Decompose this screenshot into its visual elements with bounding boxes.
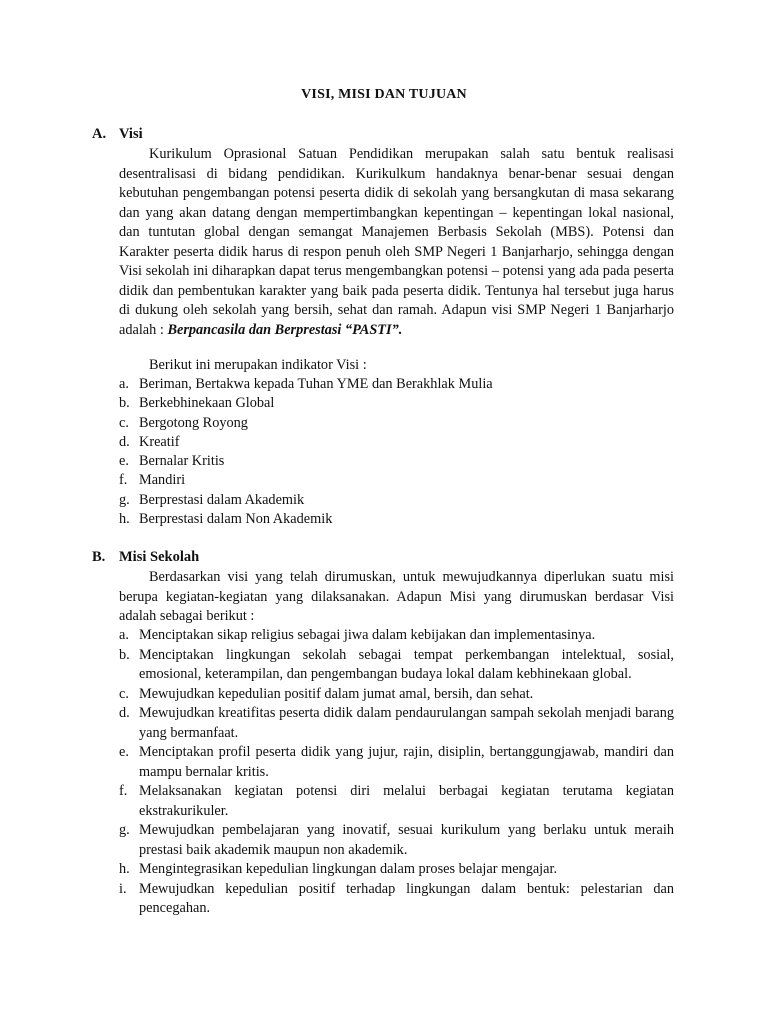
visi-paragraph (119, 145, 674, 340)
list-marker: e. (119, 744, 129, 760)
list-marker: d. (119, 433, 130, 450)
list-item-text: Mandiri (139, 472, 186, 489)
section-b-letter: B. (92, 549, 106, 565)
list-marker: f. (119, 783, 128, 799)
list-item-text: Mewujudkan kepedulian positif dalam jumat amal, bersih, dan sehat. (139, 685, 534, 702)
list-marker: d. (119, 705, 130, 721)
misi-intro-text: Berdasarkan visi yang telah dirumuskan, untuk mewujudkannya diperlukan suatu misi berupa kegiatan-kegiatan yang dilaksanakan. Adapun Misi yang dirumuskan berdasar Visi adalah sebagai berikut : (119, 569, 674, 624)
indikator-lead (119, 356, 674, 376)
list-item-text: Mewujudkan kepedulian positif terhadap lingkungan dalam bentuk: pelestarian dan pencegahan. (139, 880, 674, 916)
list-marker: c. (119, 685, 129, 702)
list-item-text: Menciptakan sikap religius sebagai jiwa dalam kebijakan dan implementasinya. (139, 627, 596, 643)
section-a-title: Visi (119, 126, 143, 142)
list-marker: h. (119, 861, 130, 877)
list-item (119, 414, 674, 433)
list-item (119, 626, 674, 646)
list-item (119, 375, 674, 394)
list-marker: e. (119, 453, 129, 470)
list-item-text: Menciptakan lingkungan sekolah sebagai tempat perkembangan intelektual, sosial, emosional, keterampilan, dan pengembangan budaya lokal dalam kebhinekaan global. (139, 646, 674, 682)
visi-intro-text: Kurikulum Oprasional Satuan Pendidikan merupakan salah satu bentuk realisasi desentralisasi di bidang pendidikan. Kurikulkum handaknya benar-benar sesuai dengan kebutuhan pengembangan potensi peserta didik di sekolah yang bersangkutan di masa sekarang dan yang akan datang dengan mempertimbangkan kepentingan – kepentingan lokal nasional, dan tuntutan global dengan semangat Manajemen Berbasis Sekolah (MBS). Potensi dan Karakter peserta didik harus di respon penuh oleh SMP Negeri 1 Banjarharjo, sehingga dengan Visi sekolah ini diharapkan dapat terus mengembangkan potensi – potensi yang ada pada peserta didik dan pembentukan karakter yang baik pada peserta didik. Tentunya hal tersebut juga harus di dukung oleh sekolah yang bersih, sehat dan ramah. Adapun visi SMP Negeri 1 Banjarharjo adalah : (119, 146, 674, 338)
list-marker: i. (119, 880, 127, 897)
list-item (119, 860, 674, 880)
list-marker: h. (119, 511, 130, 528)
list-marker: a. (119, 376, 129, 392)
list-item (119, 782, 674, 821)
list-item (119, 510, 674, 529)
list-item-text: Mengintegrasikan kepedulian lingkungan dalam proses belajar mengajar. (139, 861, 558, 877)
list-item (119, 491, 674, 510)
list-item-text: Beriman, Bertakwa kepada Tuhan YME dan Berakhlak Mulia (139, 376, 493, 392)
list-item (119, 646, 674, 685)
list-item (119, 471, 674, 490)
misi-paragraph (119, 568, 674, 627)
list-marker: a. (119, 627, 129, 643)
section-a-letter: A. (92, 126, 107, 142)
list-item-text: Berprestasi dalam Akademik (139, 491, 305, 508)
section-a-heading (92, 126, 143, 143)
list-item (119, 880, 674, 919)
list-item (119, 394, 674, 413)
list-marker: f. (119, 472, 128, 489)
list-marker: b. (119, 395, 130, 412)
list-item (119, 433, 674, 452)
list-marker: c. (119, 414, 129, 431)
indikator-list (119, 375, 674, 529)
section-b-heading (92, 549, 199, 566)
list-item-text: Melaksanakan kegiatan potensi diri melalui berbagai kegiatan terutama kegiatan ekstrakurikuler. (139, 783, 674, 819)
list-item-text: Kreatif (139, 433, 180, 450)
list-item-text: Bergotong Royong (139, 414, 248, 431)
list-marker: b. (119, 646, 130, 663)
section-b-title: Misi Sekolah (119, 549, 200, 565)
list-marker: g. (119, 822, 130, 838)
indikator-lead-text: Berikut ini merupakan indikator Visi : (149, 357, 367, 373)
list-item-text: Bernalar Kritis (139, 453, 225, 470)
list-item-text: Mewujudkan pembelajaran yang inovatif, sesuai kurikulum yang berlaku untuk meraih prestasi baik akademik maupun non akademik. (139, 822, 674, 858)
page-title: VISI, MISI DAN TUJUAN (301, 87, 467, 102)
list-item (119, 821, 674, 860)
list-item (119, 704, 674, 743)
list-item-text: Menciptakan profil peserta didik yang jujur, rajin, disiplin, bertanggungjawab, mandiri dan mampu bernalar kritis. (139, 744, 674, 780)
list-item-text: Berkebhinekaan Global (139, 395, 275, 412)
list-item (119, 452, 674, 471)
list-item-text: Mewujudkan kreatifitas peserta didik dalam pendaurulangan sampah sekolah menjadi barang yang bermanfaat. (139, 705, 674, 741)
list-item-text: Berprestasi dalam Non Akademik (139, 511, 333, 528)
list-item (119, 685, 674, 705)
list-marker: g. (119, 491, 130, 508)
misi-list (119, 626, 674, 919)
list-item (119, 743, 674, 782)
visi-statement: Berpancasila dan Berprestasi “PASTI”. (167, 321, 403, 338)
